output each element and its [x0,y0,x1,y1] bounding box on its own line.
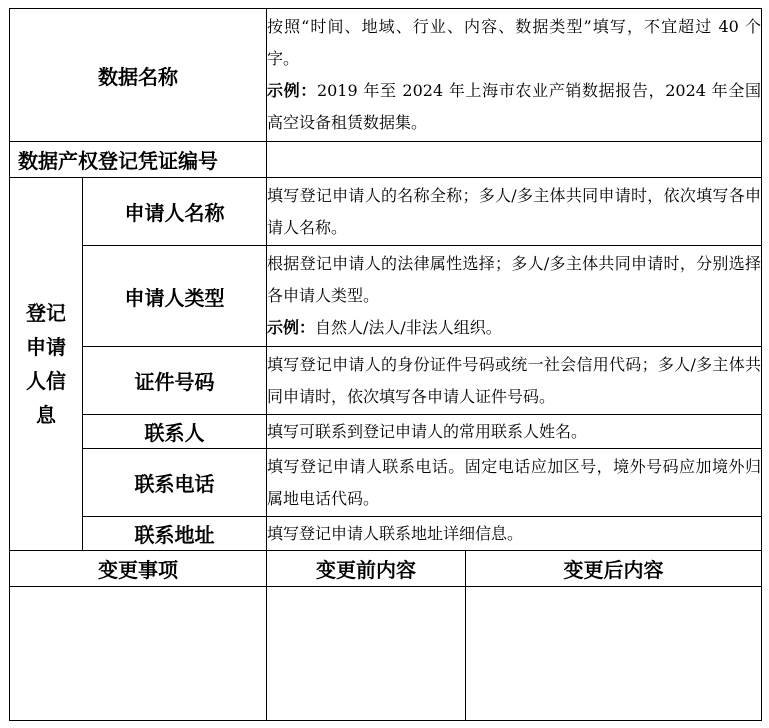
data-name-example [267,75,761,139]
data-name-instruction-text: 按照“时间、地域、行业、内容、数据类型”填写，不宜超过 40 个字。 [267,17,761,68]
contact-person-label: 联系人 [83,415,267,449]
applicant-name-instructions: 填写登记申请人的名称全称；多人/多主体共同申请时，依次填写各申请人名称。 [267,178,762,246]
contact-person-instructions: 填写可联系到登记申请人的常用联系人姓名。 [267,415,762,449]
id-number-instructions: 填写登记申请人的身份证件号码或统一社会信用代码；多人/多主体共同申请时，依次填写各申请人证件号码。 [267,347,762,415]
certificate-number-value[interactable] [267,142,762,178]
contact-phone-label: 联系电话 [83,449,267,517]
id-number-label: 证件号码 [83,347,267,415]
contact-phone-instructions: 填写登记申请人联系电话。固定电话应加区号，境外号码应加境外归属地电话代码。 [267,449,762,517]
example-label: 示例： [267,318,316,337]
example-text: 自然人/法人/非法人组织。 [315,318,502,337]
example-text: 2019 年至 2024 年上海市农业产销数据报告，2024 年全国高空设备租赁数据集。 [267,81,761,132]
applicant-type-instructions [267,246,762,347]
after-change-cell[interactable] [466,587,762,721]
applicant-name-label: 申请人名称 [83,178,267,246]
applicant-type-label: 申请人类型 [83,246,267,347]
certificate-number-label: 数据产权登记凭证编号 [10,142,267,178]
change-item-cell[interactable] [10,587,267,721]
applicant-info-group-label [10,178,83,551]
applicant-info-group-text: 登记申请人信息 [26,301,66,427]
example-label: 示例： [267,81,317,100]
data-name-label: 数据名称 [10,9,267,142]
applicant-type-example [267,312,761,344]
contact-address-instructions: 填写登记申请人联系地址详细信息。 [267,517,762,551]
registration-change-form [9,8,762,721]
before-change-header: 变更前内容 [267,551,466,587]
after-change-header: 变更后内容 [466,551,762,587]
applicant-type-text: 根据登记申请人的法律属性选择；多人/多主体共同申请时，分别选择各申请人类型。 [267,254,761,305]
contact-address-label: 联系地址 [83,517,267,551]
data-name-instructions [267,9,762,142]
before-change-cell[interactable] [267,587,466,721]
change-item-header: 变更事项 [10,551,267,587]
